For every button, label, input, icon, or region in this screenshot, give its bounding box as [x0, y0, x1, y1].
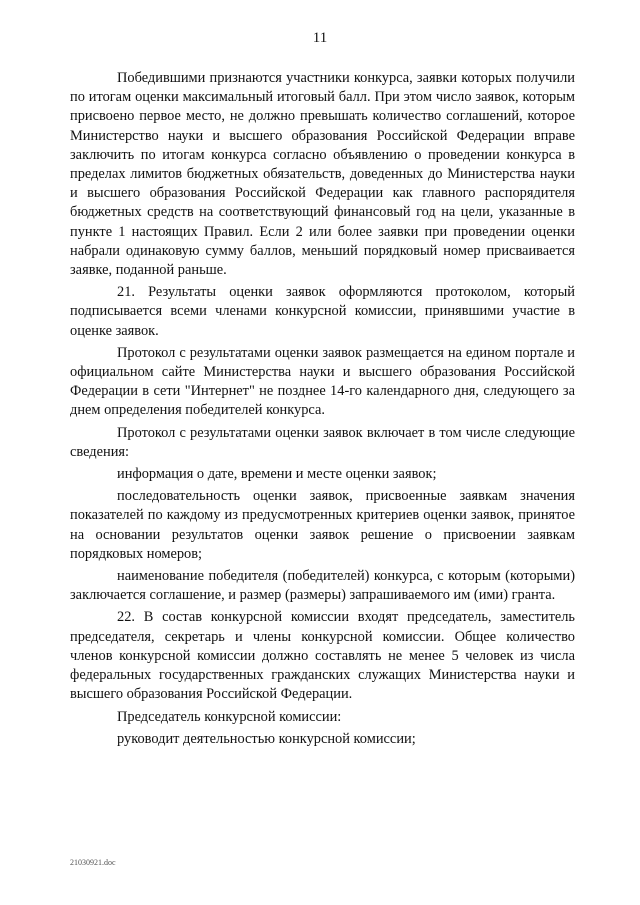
paragraph-chairman-duty: руководит деятельностью конкурсной комиссии; [117, 730, 416, 747]
paragraph-winner-name: наименование победителя (победителей) конкурса, с которым (которыми) заключается соглашение, и размер (размеры) запрашиваемого им (ими) гранта. [70, 568, 575, 604]
page-number: 11 [312, 30, 328, 46]
paragraph-evaluation-sequence: последовательность оценки заявок, присвоенные заявкам значения показателей по каждому из предусмотренных критериев оценки заявок, принятое на основании результатов оценки заявок решение о присвоении заявкам порядковых номеров; [70, 488, 575, 562]
paragraph-chairman: Председатель конкурсной комиссии: [117, 708, 342, 725]
paragraph-protocol-contents: Протокол с результатами оценки заявок включает в том числе следующие сведения: [70, 424, 575, 460]
paragraph-info-date: информация о дате, времени и месте оценки заявок; [117, 466, 437, 483]
document-body [70, 69, 575, 752]
document-file-code: 21030921.doc [70, 858, 116, 867]
paragraph-winners: Победившими признаются участники конкурса, заявки которых получили по итогам оценки максимальный итоговый балл. При этом число заявок, которым присвоено первое место, не должно превышать количество соглашений, которое Министерство науки и высшего образования Российской Федерации вправе заключить по итогам конкурса согласно объявлению о проведении конкурса в пределах лимитов бюджетных обязательств, доведенных до Министерства науки и высшего образования Российской Федерации как главного распорядителя бюджетных средств на соответствующий финансовый год на цели, указанные в пункте 1 настоящих Правил. Если 2 или более заявки при проведении оценки набрали одинаковую сумму баллов, меньший порядковый номер присваивается заявке, поданной раньше. [70, 70, 575, 279]
paragraph-22-commission: 22. В состав конкурсной комиссии входят председатель, заместитель председателя, секретарь и члены конкурсной комиссии. Общее количество членов конкурсной комиссии должно составлять не менее 5 человек из числа федеральных государственных гражданских служащих Министерства науки и высшего образования Российской Федерации. [70, 609, 575, 703]
paragraph-21-protocol: 21. Результаты оценки заявок оформляются протоколом, который подписывается всеми членами конкурсной комиссии, принявшими участие в оценке заявок. [70, 284, 575, 339]
paragraph-protocol-publication: Протокол с результатами оценки заявок размещается на едином портале и официальном сайте Министерства науки и высшего образования Российской Федерации в сети "Интернет" не позднее 14-го календарного дня, следующего за днем определения победителей конкурса. [70, 344, 575, 419]
